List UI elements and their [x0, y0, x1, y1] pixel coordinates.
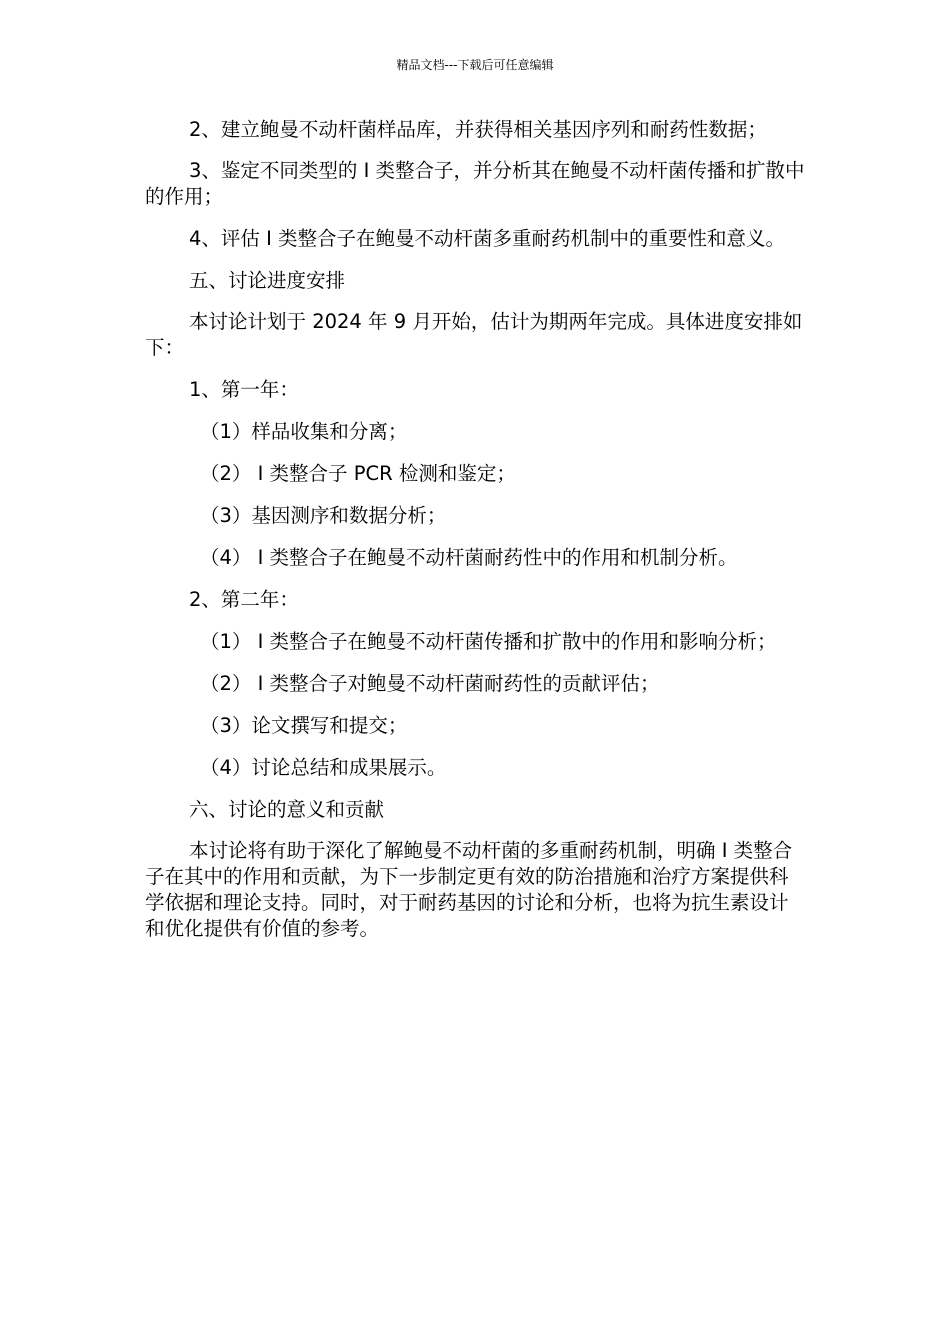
year-two-item-1: （1） I 类整合子在鲍曼不动杆菌传播和扩散中的作用和影响分析； — [200, 630, 777, 653]
year-one-item-1: （1）样品收集和分离； — [200, 420, 408, 443]
year-one-heading: 1、第一年： — [189, 378, 299, 401]
section-heading-significance: 六、讨论的意义和贡献 — [189, 798, 385, 821]
schedule-intro: 本讨论计划于 2024 年 9 月开始，估计为期两年完成。具体进度安排如下： — [145, 310, 803, 359]
year-one-item-3: （3）基因测序和数据分析； — [200, 504, 447, 527]
significance-paragraph: 本讨论将有助于深化了解鲍曼不动杆菌的多重耐药机制，明确 I 类整合子在其中的作用和贡献，为下一步制定更有效的防治措施和治疗方案提供科学依据和理论支持。同时，对于耐药基因的讨论和分析，也将为抗生素设计和优化提供有价值的参考。 — [145, 839, 793, 940]
document-body — [145, 116, 805, 957]
year-one-item-2: （2） I 类整合子 PCR 检测和鉴定； — [200, 462, 516, 485]
goal-item-2: 2、建立鲍曼不动杆菌样品库，并获得相关基因序列和耐药性数据； — [189, 118, 767, 141]
goal-item-4: 4、评估 I 类整合子在鲍曼不动杆菌多重耐药机制中的重要性和意义。 — [189, 227, 786, 250]
goal-item-3: 3、鉴定不同类型的 I 类整合子，并分析其在鲍曼不动杆菌传播和扩散中的作用； — [145, 159, 805, 208]
year-two-item-2: （2） I 类整合子对鲍曼不动杆菌耐药性的贡献评估； — [200, 672, 660, 695]
year-two-item-4: （4）讨论总结和成果展示。 — [200, 756, 447, 779]
year-two-item-3: （3）论文撰写和提交； — [200, 714, 408, 737]
year-one-item-4: （4） I 类整合子在鲍曼不动杆菌耐药性中的作用和机制分析。 — [200, 546, 738, 569]
section-heading-schedule: 五、讨论进度安排 — [189, 269, 346, 292]
page-header: 精品文档---下载后可任意编辑 — [396, 58, 554, 72]
year-two-heading: 2、第二年： — [189, 588, 299, 611]
